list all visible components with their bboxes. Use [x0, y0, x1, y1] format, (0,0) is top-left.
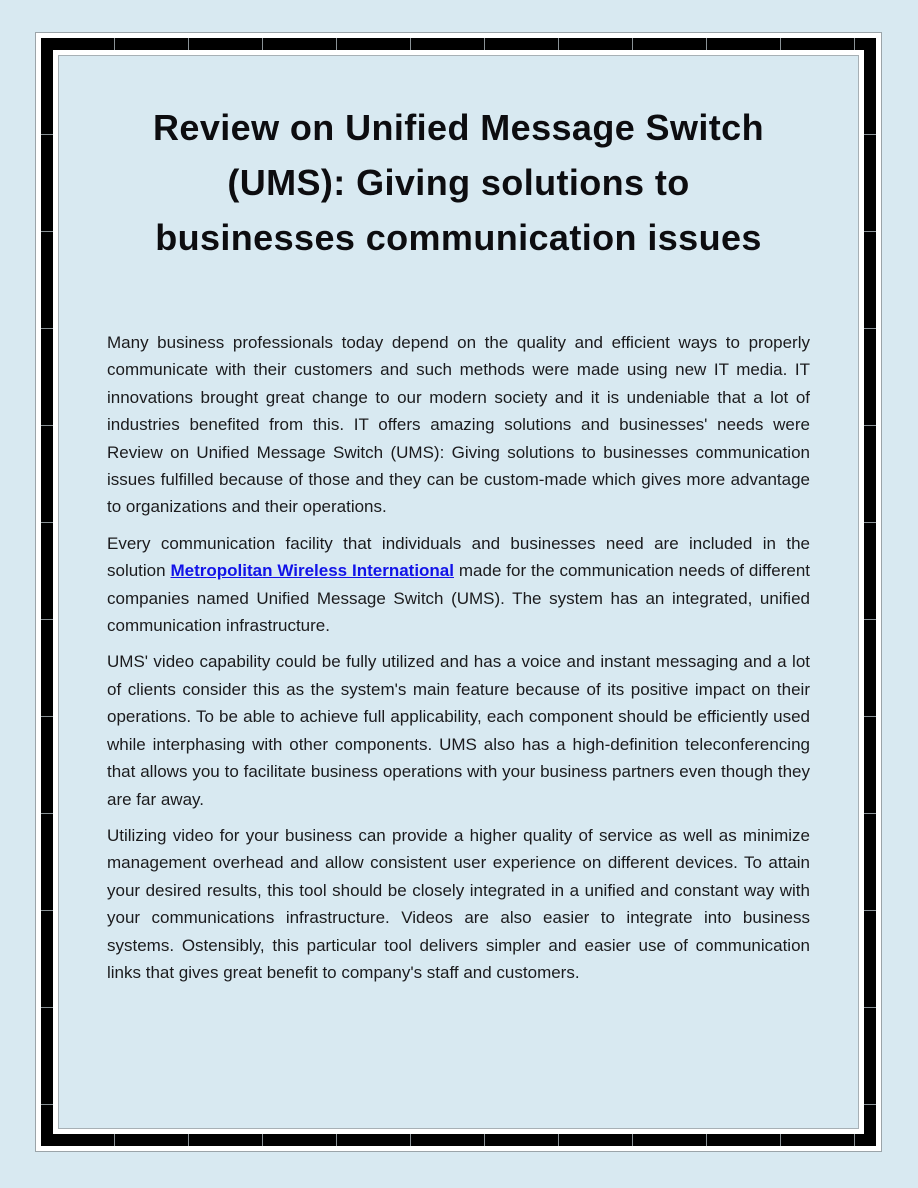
page-border-outer — [35, 32, 882, 1152]
paragraph-video-capability: UMS' video capability could be fully utilized and has a voice and instant messaging and a lot of clients consider this as the system's main feature because of its positive impact on their operations. To be able to achieve full applicability, each component should be efficiently used while interphasing with other components. UMS also has a high-definition teleconferencing that allows you to facilitate business operations with your business partners even though they are far away. — [107, 652, 810, 809]
frame-tick-marks-bottom — [41, 1134, 876, 1146]
frame-tick-marks-right — [864, 38, 876, 1146]
paragraph-solution-text-after-link: made for the communication needs of different companies named Unified Message Switch (UMS). The system has an integrated, unified communication infrastructure. — [107, 561, 810, 636]
document-title-line-1: Review on Unified Message Switch — [153, 107, 764, 148]
page-content — [58, 55, 859, 1129]
paragraph-solution-text-before-link: Every communication facility that individuals and businesses need are included in the solution — [107, 533, 810, 581]
document-title-line-2: (UMS): Giving solutions to — [227, 162, 690, 203]
document-title — [107, 100, 810, 265]
frame-tick-marks-top — [41, 38, 876, 50]
frame-tick-marks-left — [41, 38, 53, 1146]
paragraph-utilizing-video: Utilizing video for your business can provide a higher quality of service as well as minimize management overhead and allow consistent user experience on different devices. To attain your desired results, this tool should be closely integrated in a unified and constant way with your communications infrastructure. Videos are also easier to integrate into business systems. Ostensibly, this particular tool delivers simpler and easier use of communication links that gives great benefit to company's staff and customers. — [107, 825, 810, 982]
paragraph-solution — [107, 530, 810, 640]
document-title-line-3: businesses communication issues — [155, 217, 762, 258]
metropolitan-wireless-international-link[interactable]: Metropolitan Wireless International — [170, 561, 454, 581]
page-border-frame — [41, 38, 876, 1146]
paragraph-intro: Many business professionals today depend on the quality and efficient ways to properly communicate with their customers and such methods were made using new IT media. IT innovations brought great change to our modern society and it is undeniable that a lot of industries benefited from this. IT offers amazing solutions and businesses' needs were Review on Unified Message Switch (UMS): Giving solutions to businesses communication issues fulfilled because of those and they can be custom-made which gives more advantage to organizations and their operations. — [107, 333, 810, 517]
